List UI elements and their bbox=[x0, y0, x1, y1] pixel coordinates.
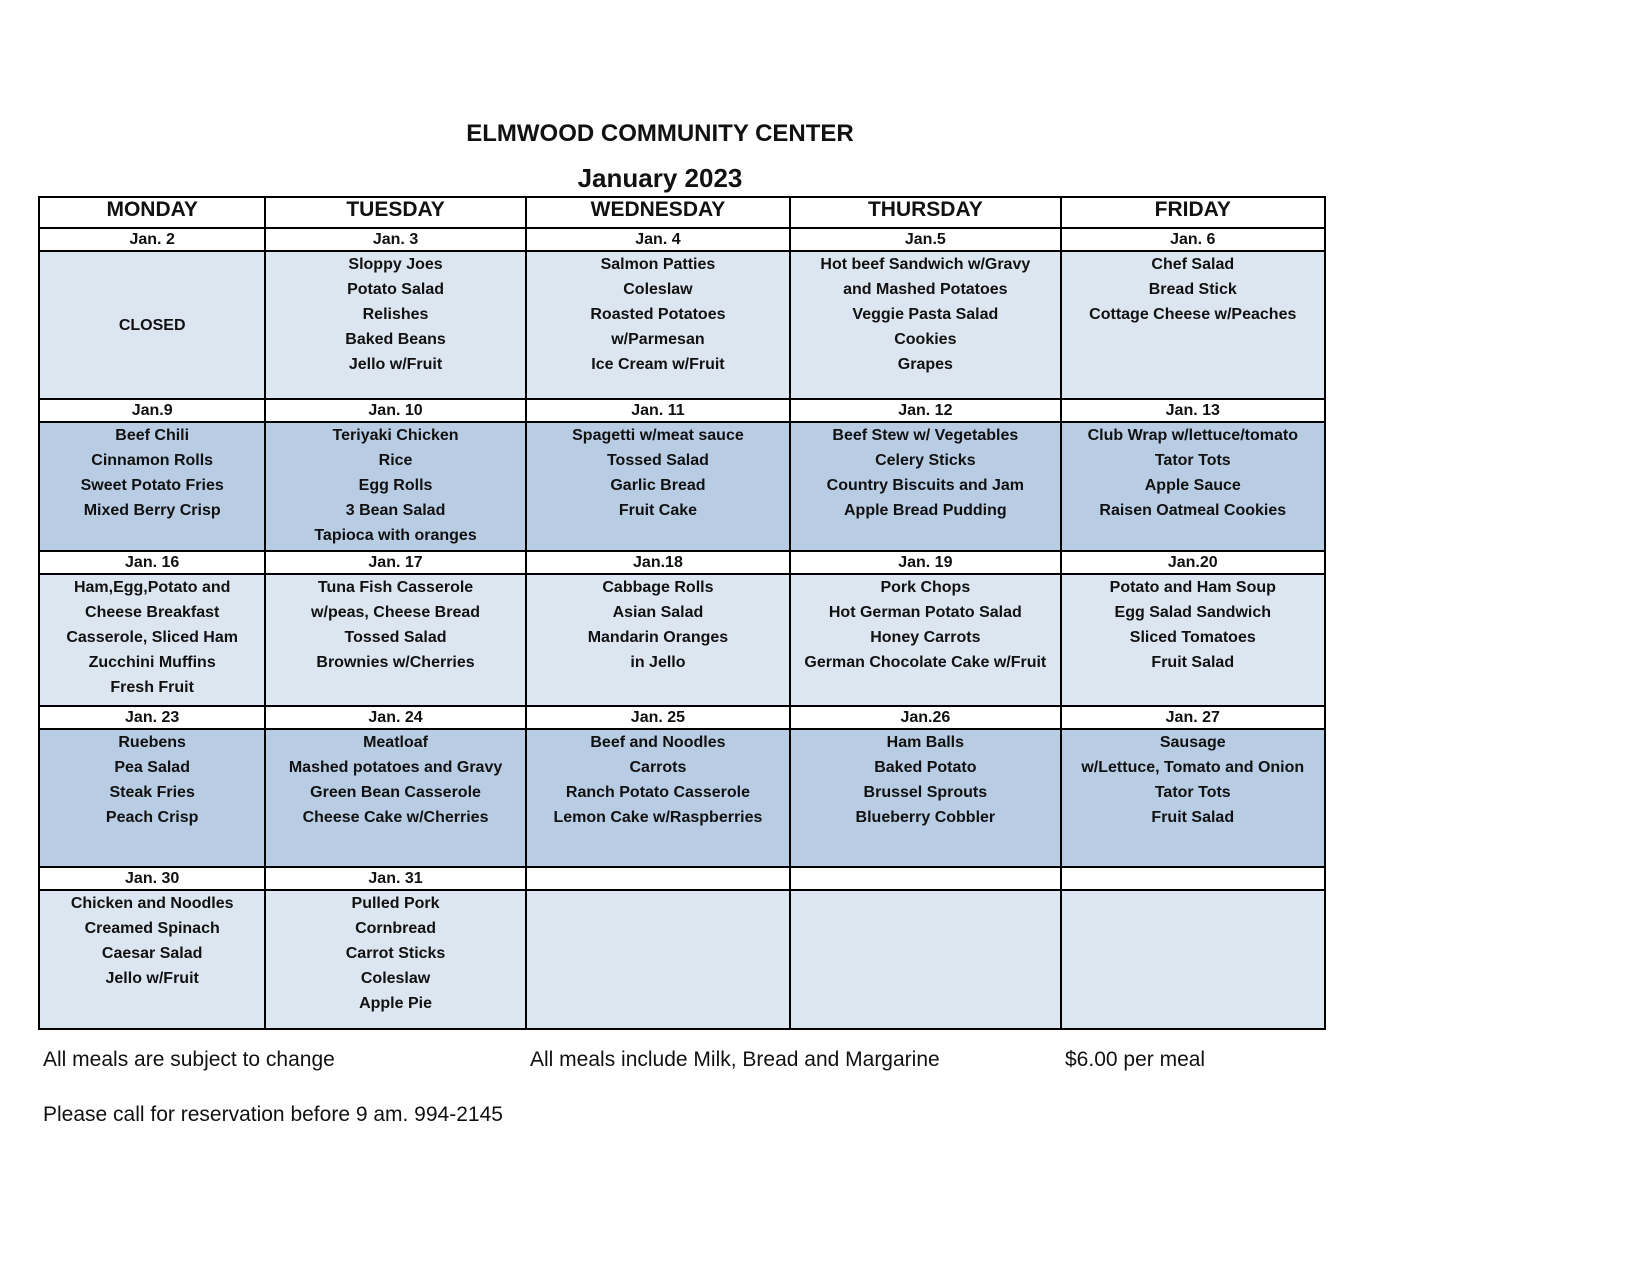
menu-item: Teriyaki Chicken bbox=[332, 427, 459, 444]
menu-item: w/Lettuce, Tomato and Onion bbox=[1081, 759, 1305, 776]
menu-item: Jello w/Fruit bbox=[348, 356, 443, 373]
meal-cell bbox=[39, 729, 265, 867]
menu-item: Sweet Potato Fries bbox=[80, 477, 224, 494]
menu-item: Grapes bbox=[897, 356, 953, 373]
day-header-monday: MONDAY bbox=[39, 197, 265, 228]
page-subtitle: January 2023 bbox=[577, 163, 743, 193]
menu-item: Pork Chops bbox=[880, 579, 971, 596]
menu-item: Honey Carrots bbox=[870, 629, 981, 646]
meal-cell bbox=[265, 890, 525, 1029]
date-cell: Jan.20 bbox=[1061, 551, 1325, 574]
day-header-tuesday: TUESDAY bbox=[265, 197, 525, 228]
page-title: ELMWOOD COMMUNITY CENTER bbox=[466, 120, 854, 147]
menu-item: Asian Salad bbox=[612, 604, 704, 621]
menu-item: Ranch Potato Casserole bbox=[565, 784, 750, 801]
meal-cell bbox=[1061, 422, 1325, 551]
menu-item: Baked Potato bbox=[874, 759, 977, 776]
date-cell bbox=[790, 867, 1060, 890]
meal-cell bbox=[265, 422, 525, 551]
menu-item: Relishes bbox=[362, 306, 429, 323]
menu-item: Sausage bbox=[1159, 734, 1226, 751]
menu-item: Cheese Cake w/Cherries bbox=[302, 809, 489, 826]
meal-cell bbox=[526, 251, 790, 399]
meal-cell bbox=[1061, 251, 1325, 399]
meal-cell bbox=[790, 574, 1060, 706]
menu-item: Peach Crisp bbox=[105, 809, 199, 826]
menu-item: Tator Tots bbox=[1154, 784, 1231, 801]
menu-item: Beef Chili bbox=[115, 427, 190, 444]
menu-item: 3 Bean Salad bbox=[345, 502, 446, 519]
meal-cell bbox=[1061, 574, 1325, 706]
reservation-note: Please call for reservation before 9 am. 994-2145 bbox=[43, 1103, 503, 1126]
menu-item: Tapioca with oranges bbox=[314, 527, 477, 544]
menu-item: Mashed potatoes and Gravy bbox=[288, 759, 503, 776]
meal-row bbox=[39, 251, 1325, 399]
menu-item: Potato and Ham Soup bbox=[1109, 579, 1276, 596]
day-header-wednesday: WEDNESDAY bbox=[526, 197, 790, 228]
menu-item: Fruit Salad bbox=[1151, 809, 1235, 826]
menu-item: Brussel Sprouts bbox=[863, 784, 988, 801]
menu-item: Spagetti w/meat sauce bbox=[572, 427, 744, 444]
menu-item: Creamed Spinach bbox=[84, 920, 220, 937]
date-cell: Jan. 24 bbox=[265, 706, 525, 729]
menu-item: Country Biscuits and Jam bbox=[826, 477, 1025, 494]
date-cell: Jan. 31 bbox=[265, 867, 525, 890]
meal-cell bbox=[790, 251, 1060, 399]
date-cell: Jan. 17 bbox=[265, 551, 525, 574]
menu-item: Tator Tots bbox=[1154, 452, 1231, 469]
meal-cell bbox=[265, 729, 525, 867]
menu-item: Cabbage Rolls bbox=[602, 579, 714, 596]
date-cell: Jan.18 bbox=[526, 551, 790, 574]
meal-cell bbox=[1061, 890, 1325, 1029]
menu-item: Garlic Bread bbox=[610, 477, 706, 494]
menu-item: Chicken and Noodles bbox=[70, 895, 234, 912]
menu-item: Fresh Fruit bbox=[110, 679, 194, 696]
meal-cell bbox=[265, 251, 525, 399]
menu-item: w/Parmesan bbox=[611, 331, 705, 348]
menu-item: Casserole, Sliced Ham bbox=[66, 629, 238, 646]
menu-item: Zucchini Muffins bbox=[88, 654, 216, 671]
date-cell: Jan. 6 bbox=[1061, 228, 1325, 251]
menu-item: Blueberry Cobbler bbox=[855, 809, 996, 826]
menu-item: Beef and Noodles bbox=[590, 734, 726, 751]
meal-row bbox=[39, 890, 1325, 1029]
date-cell: Jan. 19 bbox=[790, 551, 1060, 574]
menu-item: Salmon Patties bbox=[600, 256, 716, 273]
menu-item: Cookies bbox=[894, 331, 957, 348]
menu-item: Cottage Cheese w/Peaches bbox=[1089, 306, 1297, 323]
menu-item: Pulled Pork bbox=[351, 895, 440, 912]
meal-cell bbox=[1061, 729, 1325, 867]
menu-item: Sloppy Joes bbox=[348, 256, 443, 273]
menu-item: Carrots bbox=[629, 759, 687, 776]
menu-item: Ruebens bbox=[118, 734, 186, 751]
menu-item: Potato Salad bbox=[347, 281, 444, 298]
menu-item: Hot beef Sandwich w/Gravy bbox=[820, 256, 1031, 273]
menu-item: Steak Fries bbox=[109, 784, 195, 801]
menu-item: Brownies w/Cherries bbox=[316, 654, 475, 671]
date-cell: Jan. 25 bbox=[526, 706, 790, 729]
date-cell: Jan. 12 bbox=[790, 399, 1060, 422]
date-cell: Jan. 4 bbox=[526, 228, 790, 251]
menu-item: Tossed Salad bbox=[344, 629, 447, 646]
meal-cell bbox=[39, 422, 265, 551]
menu-item: Fruit Cake bbox=[618, 502, 698, 519]
menu-item: Sliced Tomatoes bbox=[1129, 629, 1256, 646]
menu-item: Egg Rolls bbox=[358, 477, 433, 494]
meal-row bbox=[39, 729, 1325, 867]
menu-item: Club Wrap w/lettuce/tomato bbox=[1087, 427, 1298, 444]
menu-item: and Mashed Potatoes bbox=[843, 281, 1008, 298]
day-header-row bbox=[39, 197, 1325, 228]
menu-item: Coleslaw bbox=[623, 281, 693, 298]
menu-item: Mixed Berry Crisp bbox=[83, 502, 221, 519]
date-cell: Jan. 2 bbox=[39, 228, 265, 251]
menu-item: w/peas, Cheese Bread bbox=[311, 604, 481, 621]
date-cell: Jan. 23 bbox=[39, 706, 265, 729]
day-header-thursday: THURSDAY bbox=[790, 197, 1060, 228]
note-subject-to-change: All meals are subject to change bbox=[43, 1048, 335, 1071]
meal-cell bbox=[39, 251, 265, 399]
menu-item: Ice Cream w/Fruit bbox=[591, 356, 725, 373]
menu-item: Coleslaw bbox=[360, 970, 431, 987]
menu-item: Bread Stick bbox=[1148, 281, 1237, 298]
menu-item: Beef Stew w/ Vegetables bbox=[832, 427, 1019, 444]
meal-cell bbox=[790, 729, 1060, 867]
menu-item: Carrot Sticks bbox=[345, 945, 446, 962]
menu-item: Green Bean Casserole bbox=[310, 784, 481, 801]
meal-row bbox=[39, 422, 1325, 551]
menu-item: Cheese Breakfast bbox=[85, 604, 220, 621]
meal-cell bbox=[526, 729, 790, 867]
menu-item: Tossed Salad bbox=[606, 452, 709, 469]
menu-item: Jello w/Fruit bbox=[105, 970, 199, 987]
menu-item: Baked Beans bbox=[345, 331, 446, 348]
menu-item: CLOSED bbox=[118, 316, 186, 334]
menu-item: Rice bbox=[378, 452, 413, 469]
date-cell: Jan. 30 bbox=[39, 867, 265, 890]
menu-item: Ham Balls bbox=[886, 734, 965, 751]
date-cell: Jan.5 bbox=[790, 228, 1060, 251]
meal-cell bbox=[790, 422, 1060, 551]
meal-cell bbox=[39, 574, 265, 706]
menu-item: Caesar Salad bbox=[101, 945, 203, 962]
menu-item: Hot German Potato Salad bbox=[828, 604, 1022, 621]
menu-item: Celery Sticks bbox=[875, 452, 976, 469]
date-cell: Jan. 3 bbox=[265, 228, 525, 251]
menu-item: Chef Salad bbox=[1151, 256, 1235, 273]
meal-cell bbox=[790, 890, 1060, 1029]
menu-item: Pea Salad bbox=[114, 759, 190, 776]
menu-item: Cinnamon Rolls bbox=[91, 452, 214, 469]
menu-item: Lemon Cake w/Raspberries bbox=[553, 809, 763, 826]
menu-item: Egg Salad Sandwich bbox=[1114, 604, 1272, 621]
menu-item: Veggie Pasta Salad bbox=[852, 306, 999, 323]
menu-item: Cornbread bbox=[355, 920, 436, 937]
meal-cell bbox=[39, 890, 265, 1029]
menu-item: Tuna Fish Casserole bbox=[317, 579, 474, 596]
meal-cell bbox=[526, 890, 790, 1029]
price-note: $6.00 per meal bbox=[1065, 1048, 1206, 1071]
date-cell: Jan. 11 bbox=[526, 399, 790, 422]
menu-item: Fruit Salad bbox=[1151, 654, 1235, 671]
meal-cell bbox=[526, 574, 790, 706]
menu-item: German Chocolate Cake w/Fruit bbox=[804, 654, 1047, 671]
date-row bbox=[39, 867, 1325, 890]
note-meals-include: All meals include Milk, Bread and Margarine bbox=[530, 1048, 940, 1071]
date-cell bbox=[526, 867, 790, 890]
date-cell: Jan. 16 bbox=[39, 551, 265, 574]
menu-item: Raisen Oatmeal Cookies bbox=[1099, 502, 1287, 519]
date-cell: Jan. 13 bbox=[1061, 399, 1325, 422]
menu-item: Apple Bread Pudding bbox=[844, 502, 1007, 519]
menu-item: Apple Pie bbox=[359, 995, 432, 1012]
menu-item: Roasted Potatoes bbox=[590, 306, 726, 323]
day-header-friday: FRIDAY bbox=[1061, 197, 1325, 228]
date-row bbox=[39, 706, 1325, 729]
menu-item: Mandarin Oranges bbox=[587, 629, 729, 646]
menu-item: Meatloaf bbox=[363, 734, 428, 751]
date-row bbox=[39, 551, 1325, 574]
menu-item: Apple Sauce bbox=[1144, 477, 1241, 494]
meal-row bbox=[39, 574, 1325, 706]
date-cell: Jan. 27 bbox=[1061, 706, 1325, 729]
menu-item: in Jello bbox=[630, 654, 686, 671]
date-row bbox=[39, 228, 1325, 251]
meal-cell bbox=[265, 574, 525, 706]
menu-body bbox=[39, 228, 1325, 1029]
date-cell bbox=[1061, 867, 1325, 890]
date-row bbox=[39, 399, 1325, 422]
menu-item: Ham,Egg,Potato and bbox=[73, 579, 231, 596]
meal-cell bbox=[526, 422, 790, 551]
date-cell: Jan. 10 bbox=[265, 399, 525, 422]
date-cell: Jan.9 bbox=[39, 399, 265, 422]
menu-table bbox=[38, 196, 1326, 1030]
date-cell: Jan.26 bbox=[790, 706, 1060, 729]
